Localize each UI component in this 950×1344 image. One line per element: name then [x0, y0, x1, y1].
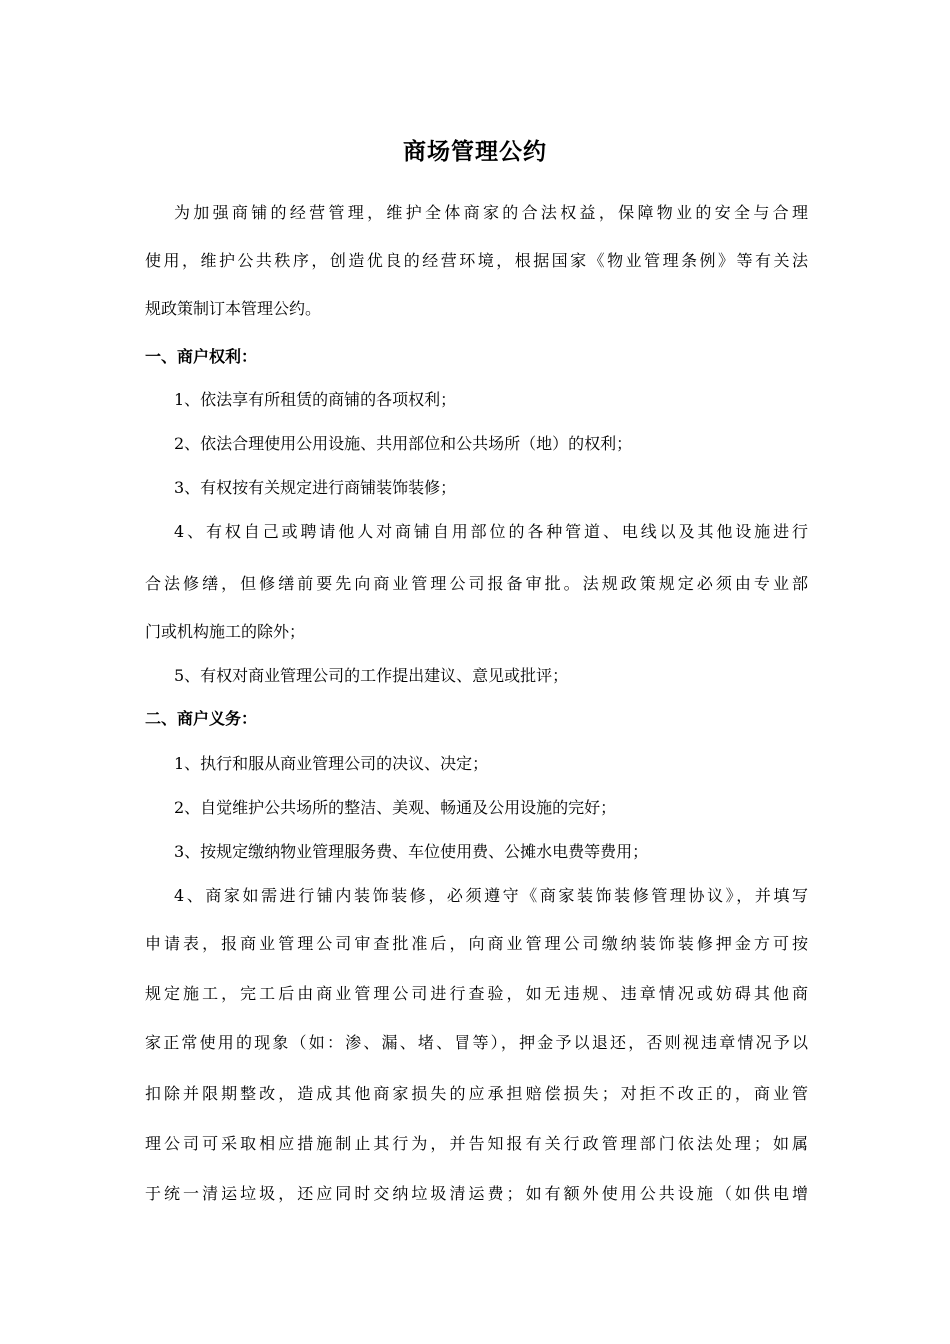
obligations-item-4-line-3: 规定施工，完工后由商业管理公司进行查验，如无违规、违章情况或妨碍其他商: [145, 984, 808, 1003]
obligations-item-3: 3、按规定缴纳物业管理服务费、车位使用费、公摊水电费等费用；: [174, 842, 649, 861]
obligations-item-4-line-6: 理公司可采取相应措施制止其行为，并告知报有关行政管理部门依法处理；如属: [145, 1134, 808, 1153]
rights-item-5: 5、有权对商业管理公司的工作提出建议、意见或批评；: [174, 666, 569, 685]
obligations-item-4-line-5: 扣除并限期整改，造成其他商家损失的应承担赔偿损失；对拒不改正的，商业管: [145, 1084, 808, 1103]
rights-item-1: 1、依法享有所租赁的商铺的各项权利；: [174, 390, 457, 409]
section-heading-rights: 一、商户权利：: [145, 347, 258, 366]
obligations-item-4-line-1: 4、商家如需进行铺内装饰装修，必须遵守《商家装饰装修管理协议》，并填写: [174, 886, 808, 905]
obligations-item-2: 2、自觉维护公共场所的整洁、美观、畅通及公用设施的完好；: [174, 798, 617, 817]
intro-line-1: 为加强商铺的经营管理，维护全体商家的合法权益，保障物业的安全与合理: [174, 203, 808, 222]
rights-item-3: 3、有权按有关规定进行商铺装饰装修；: [174, 478, 457, 497]
intro-line-2: 使用，维护公共秩序，创造优良的经营环境，根据国家《物业管理条例》等有关法: [145, 251, 808, 270]
obligations-item-1: 1、执行和服从商业管理公司的决议、决定；: [174, 754, 489, 773]
section-heading-obligations: 二、商户义务：: [145, 709, 258, 728]
rights-item-4-line-3: 门或机构施工的除外；: [145, 622, 306, 641]
document-title: 商场管理公约: [403, 139, 547, 165]
obligations-item-4-line-2: 申请表，报商业管理公司审查批准后，向商业管理公司缴纳装饰装修押金方可按: [145, 934, 808, 953]
rights-item-4-line-2: 合法修缮，但修缮前要先向商业管理公司报备审批。法规政策规定必须由专业部: [145, 574, 808, 593]
rights-item-2: 2、依法合理使用公用设施、共用部位和公共场所（地）的权利；: [174, 434, 633, 453]
intro-line-3: 规政策制订本管理公约。: [145, 299, 322, 318]
rights-item-4-line-1: 4、有权自己或聘请他人对商铺自用部位的各种管道、电线以及其他设施进行: [174, 522, 808, 541]
obligations-item-4-line-4: 家正常使用的现象（如：渗、漏、堵、冒等），押金予以退还，否则视违章情况予以: [145, 1033, 808, 1052]
obligations-item-4-line-7: 于统一清运垃圾，还应同时交纳垃圾清运费；如有额外使用公共设施（如供电增: [145, 1184, 808, 1203]
